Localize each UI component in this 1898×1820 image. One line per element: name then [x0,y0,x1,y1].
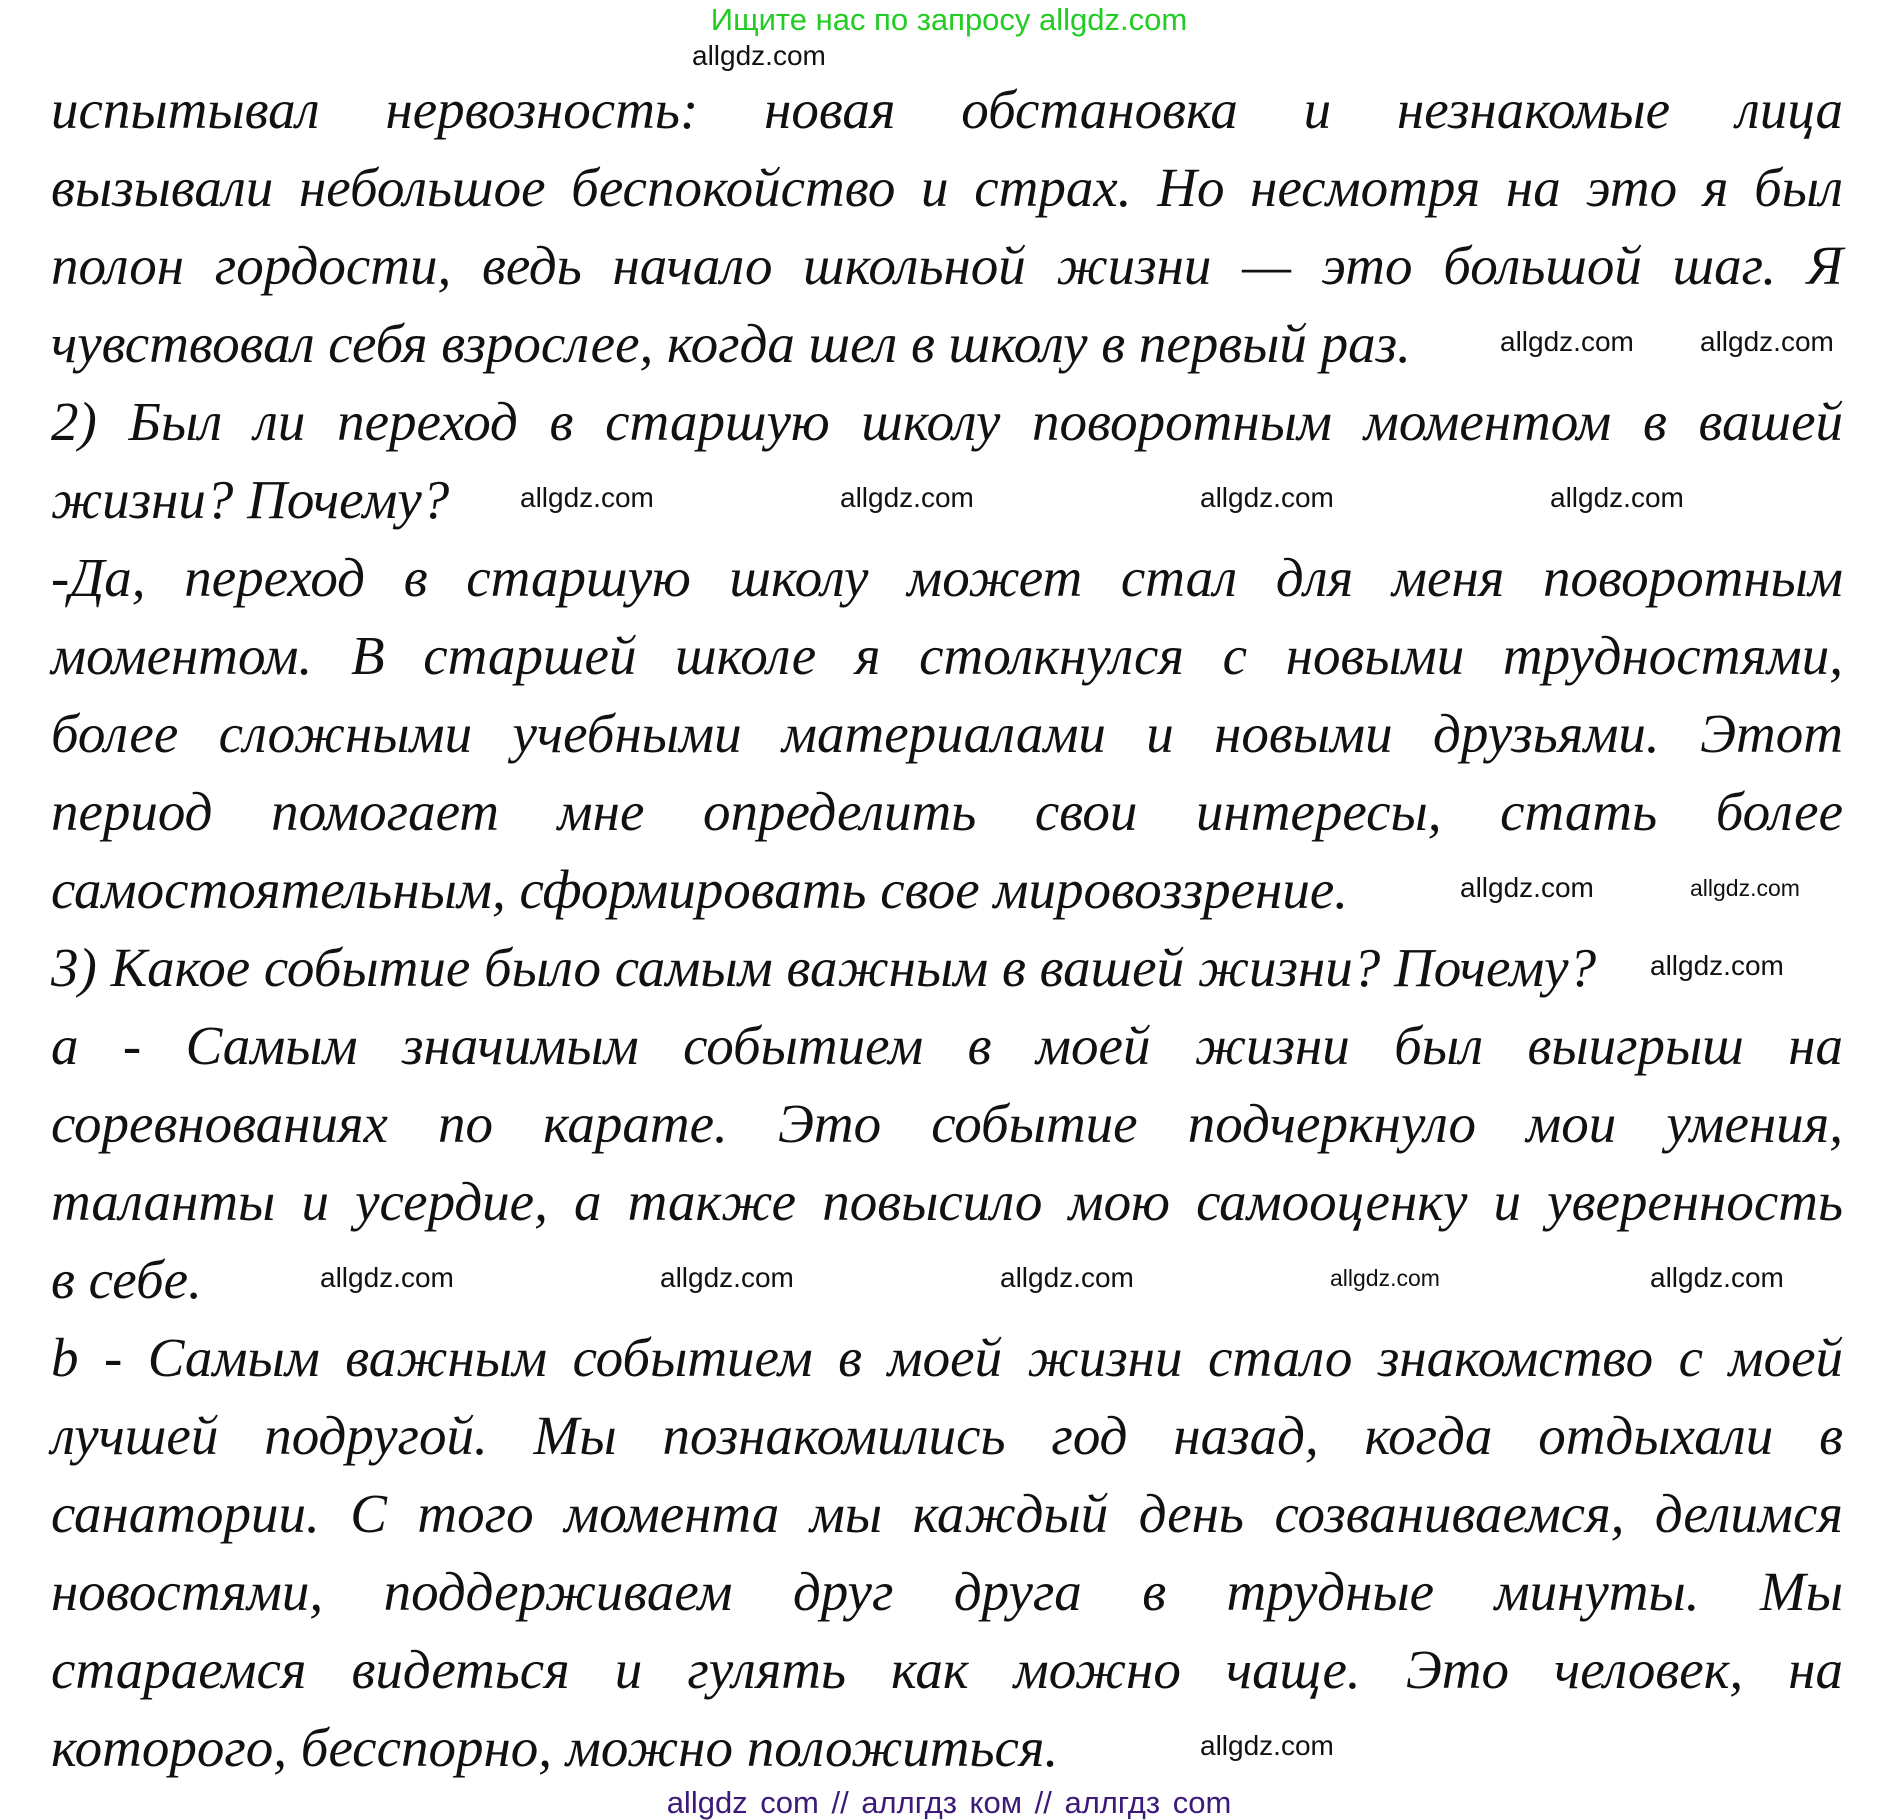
search-hint-banner: Ищите нас по запросу allgdz.com [710,2,1188,37]
watermark: allgdz.com [1330,1265,1440,1291]
text-line: жизни? Почему? [51,469,450,530]
watermark: allgdz.com [1000,1262,1134,1293]
watermark: allgdz.com [1550,482,1684,513]
watermark: allgdz.com [692,40,826,71]
text-line: которого, бесспорно, можно положиться. [51,1717,1059,1778]
watermark: allgdz.com [1500,326,1634,357]
text-line: период помогает мне определить свои интересы, стать более [51,781,1843,842]
watermark: allgdz.com [1200,482,1334,513]
text-line: -Да, переход в старшую школу может стал для меня поворотным [51,547,1843,608]
watermark: allgdz.com [1690,875,1800,901]
watermark: allgdz.com [660,1262,794,1293]
text-line: b - Самым важным событием в моей жизни стало знакомство с моей [51,1327,1843,1388]
text-line: санатории. С того момента мы каждый день созваниваемся, делимся [51,1483,1843,1544]
watermark: allgdz.com [1650,1262,1784,1293]
watermark: allgdz.com [1650,950,1784,981]
text-line: полон гордости, ведь начало школьной жизни — это большой шаг. Я [51,235,1843,296]
watermark: allgdz.com [1700,326,1834,357]
text-line: в себе. [51,1249,202,1310]
text-line: a - Самым значимым событием в моей жизни был выигрыш на [51,1015,1843,1076]
text-line: вызывали небольшое беспокойство и страх. Но несмотря на это я был [51,157,1843,218]
text-line: новостями, поддерживаем друг друга в трудные минуты. Мы [51,1561,1843,1622]
text-line: испытывал нервозность: новая обстановка и незнакомые лица [51,79,1843,140]
watermark: allgdz.com [1460,872,1594,903]
text-line: моментом. В старшей школе я столкнулся с новыми трудностями, [51,625,1843,686]
text-line: таланты и усердие, а также повысило мою самооценку и уверенность [51,1171,1843,1232]
text-line: 2) Был ли переход в старшую школу поворотным моментом в вашей [51,391,1843,452]
text-line: соревнованиях по карате. Это событие подчеркнуло мои умения, [51,1093,1843,1154]
watermark: allgdz.com [520,482,654,513]
text-line: самостоятельным, сформировать свое мировоззрение. [51,859,1348,920]
watermark: allgdz.com [1200,1730,1334,1761]
watermark: allgdz.com [320,1262,454,1293]
text-line: 3) Какое событие было самым важным в вашей жизни? Почему? [51,937,1597,998]
text-line: стараемся видеться и гулять как можно чаще. Это человек, на [51,1639,1843,1700]
watermark: allgdz.com [840,482,974,513]
text-line: лучшей подругой. Мы познакомились год назад, когда отдыхали в [51,1405,1843,1466]
footer-links: allgdz com // аллгдз ком // аллгдз com [666,1785,1232,1820]
text-line: более сложными учебными материалами и новыми друзьями. Этот [51,703,1843,764]
text-line: чувствовал себя взрослее, когда шел в школу в первый раз. [51,313,1411,374]
